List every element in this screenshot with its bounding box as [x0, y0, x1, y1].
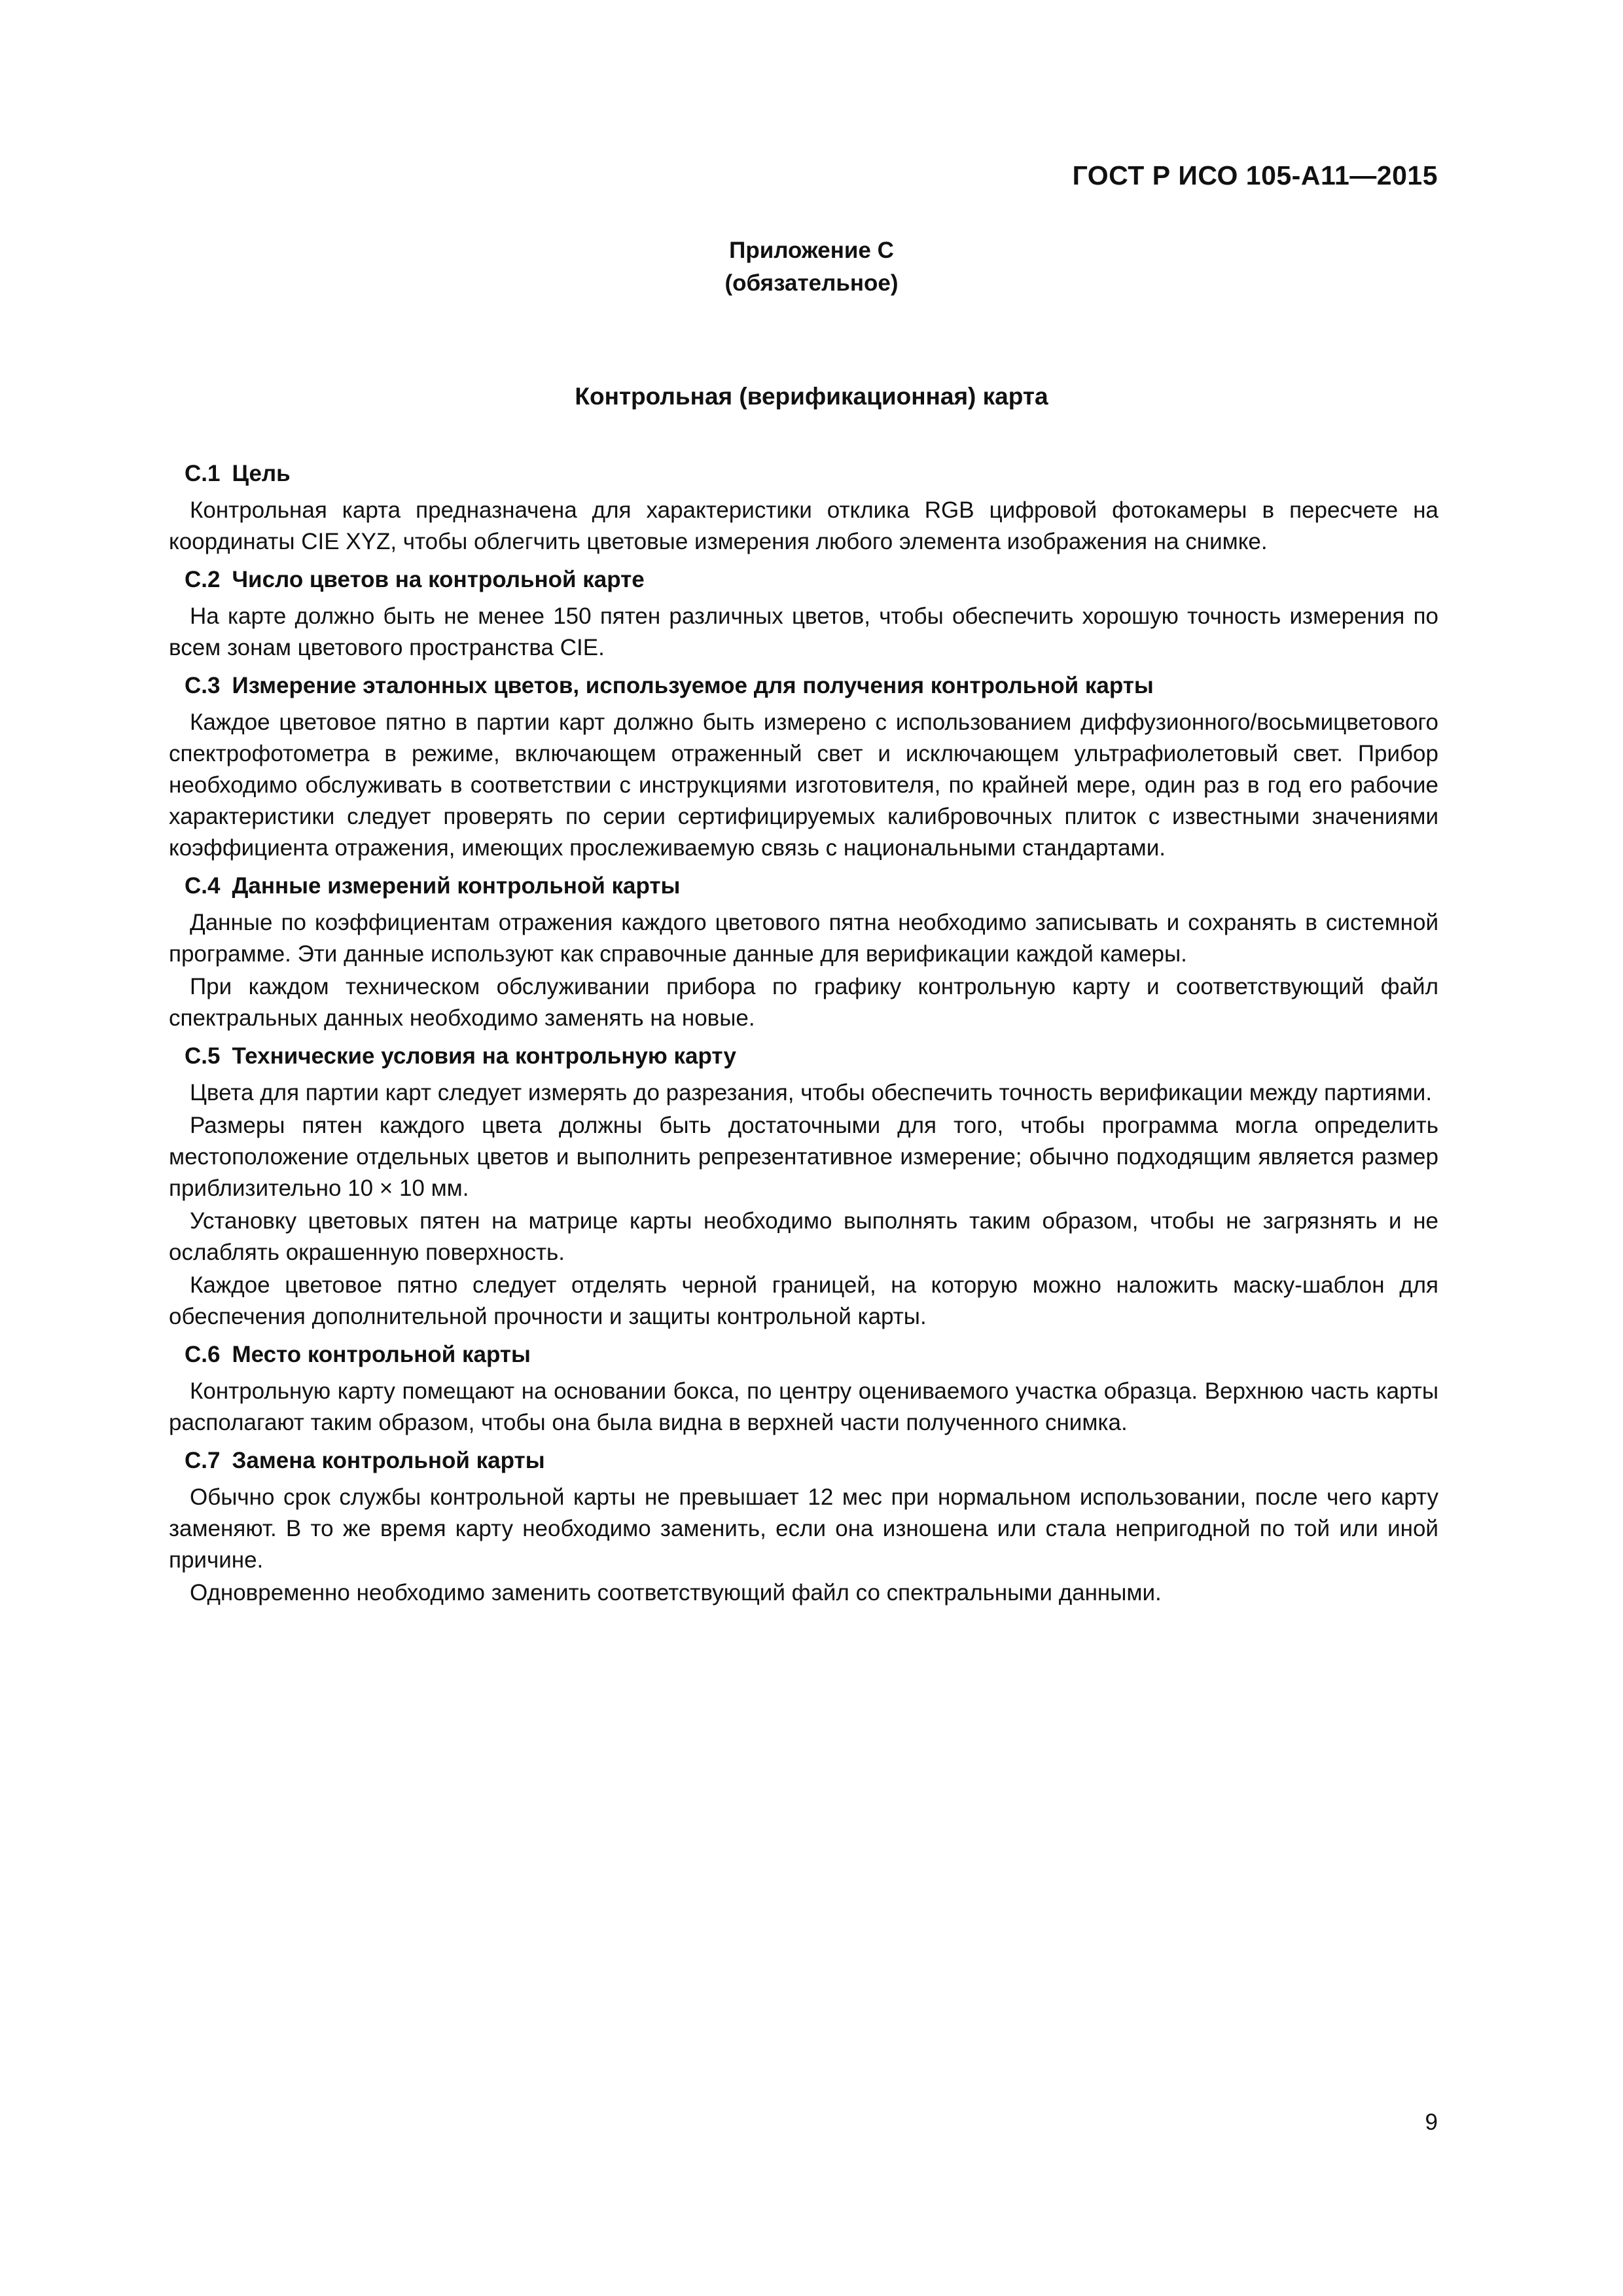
section-paragraph: Контрольную карту помещают на основании бокса, по центру оцениваемого участка образца. Верхнюю часть карты располагают таким образом, чтобы она была видна в верхней части полученного снимка.: [169, 1378, 1438, 1435]
page-number: 9: [1425, 2109, 1438, 2135]
section-paragraph: Данные по коэффициентам отражения каждого цветового пятна необходимо записывать и сохранять в системной программе. Эти данные используют как справочные данные для верификации каждой камеры.: [169, 910, 1438, 967]
section-title: Измерение эталонных цветов, используемое для получения контрольной карты: [232, 673, 1154, 698]
section-number: С.4: [185, 873, 221, 899]
section-number: С.3: [185, 673, 221, 698]
annex-title: Приложение С: [729, 238, 894, 263]
document-code: ГОСТ Р ИСО 105-A11—2015: [1072, 160, 1438, 190]
document-body: [169, 458, 1438, 1610]
section-title: Технические условия на контрольную карту: [232, 1043, 736, 1069]
section-title: Замена контрольной карты: [232, 1448, 545, 1473]
section-title: Цель: [232, 461, 291, 486]
section-paragraph: При каждом техническом обслуживании прибора по графику контрольную карту и соответствующий файл спектральных данных необходимо заменять на новые.: [169, 974, 1438, 1031]
section-title: Данные измерений контрольной карты: [232, 873, 681, 899]
section-heading: [169, 1339, 1438, 1371]
annex-label: [0, 234, 1623, 300]
section-paragraph: Цвета для партии карт следует измерять до разрезания, чтобы обеспечить точность верификации между партиями.: [190, 1080, 1433, 1105]
section-paragraph: Каждое цветовое пятно в партии карт должно быть измерено с использованием диффузионного/восьмицветового спектрофотометра в режиме, включающем отраженный свет и исключающем ультрафиолетовый свет. Прибор необходимо обслуживать в соответствии с инструкциями изготовителя, по крайней мере, один раз в год его рабочие характеристики следует проверять по серии сертифицируемых калибровочных плиток с известными значениями коэффициента отражения, имеющих прослеживаемую связь с национальными стандартами.: [169, 709, 1438, 861]
section-number: С.5: [185, 1043, 221, 1069]
section-heading: [169, 1041, 1438, 1072]
section-heading: [169, 670, 1438, 702]
section-title: Место контрольной карты: [232, 1342, 531, 1367]
section-paragraph: Одновременно необходимо заменить соответствующий файл со спектральными данными.: [190, 1580, 1162, 1605]
section-number: С.6: [185, 1342, 221, 1367]
section-title: Число цветов на контрольной карте: [232, 567, 645, 592]
section-number: С.7: [185, 1448, 221, 1473]
section-heading: [169, 564, 1438, 596]
section-number: С.1: [185, 461, 221, 486]
section-paragraph: На карте должно быть не менее 150 пятен различных цветов, чтобы обеспечить хорошую точность измерения по всем зонам цветового пространства CIE.: [169, 603, 1438, 660]
section-heading: [169, 458, 1438, 490]
section-paragraph: Обычно срок службы контрольной карты не превышает 12 мес при нормальном использовании, после чего карту заменяют. В то же время карту необходимо заменить, если она изношена или стала непригодной по той или иной причине.: [169, 1484, 1438, 1573]
section-heading: [169, 1445, 1438, 1477]
section-number: С.2: [185, 567, 221, 592]
section-paragraph: Установку цветовых пятен на матрице карты необходимо выполнять таким образом, чтобы не загрязнять и не ослаблять окрашенную поверхность.: [169, 1208, 1438, 1265]
section-paragraph: Контрольная карта предназначена для характеристики отклика RGB цифровой фотокамеры в пересчете на координаты CIE XYZ, чтобы облегчить цветовые измерения любого элемента изображения на снимке.: [169, 497, 1438, 554]
section-paragraph: Каждое цветовое пятно следует отделять черной границей, на которую можно наложить маску-шаблон для обеспечения дополнительной прочности и защиты контрольной карты.: [169, 1272, 1438, 1329]
section-paragraph: Размеры пятен каждого цвета должны быть достаточными для того, чтобы программа могла определить местоположение отдельных цветов и выполнить репрезентативное измерение; обычно подходящим является размер приблизительно 10 × 10 мм.: [169, 1113, 1438, 1201]
section-heading: [169, 870, 1438, 902]
page-title: Контрольная (верификационная) карта: [575, 383, 1048, 410]
annex-status: (обязательное): [724, 270, 899, 296]
